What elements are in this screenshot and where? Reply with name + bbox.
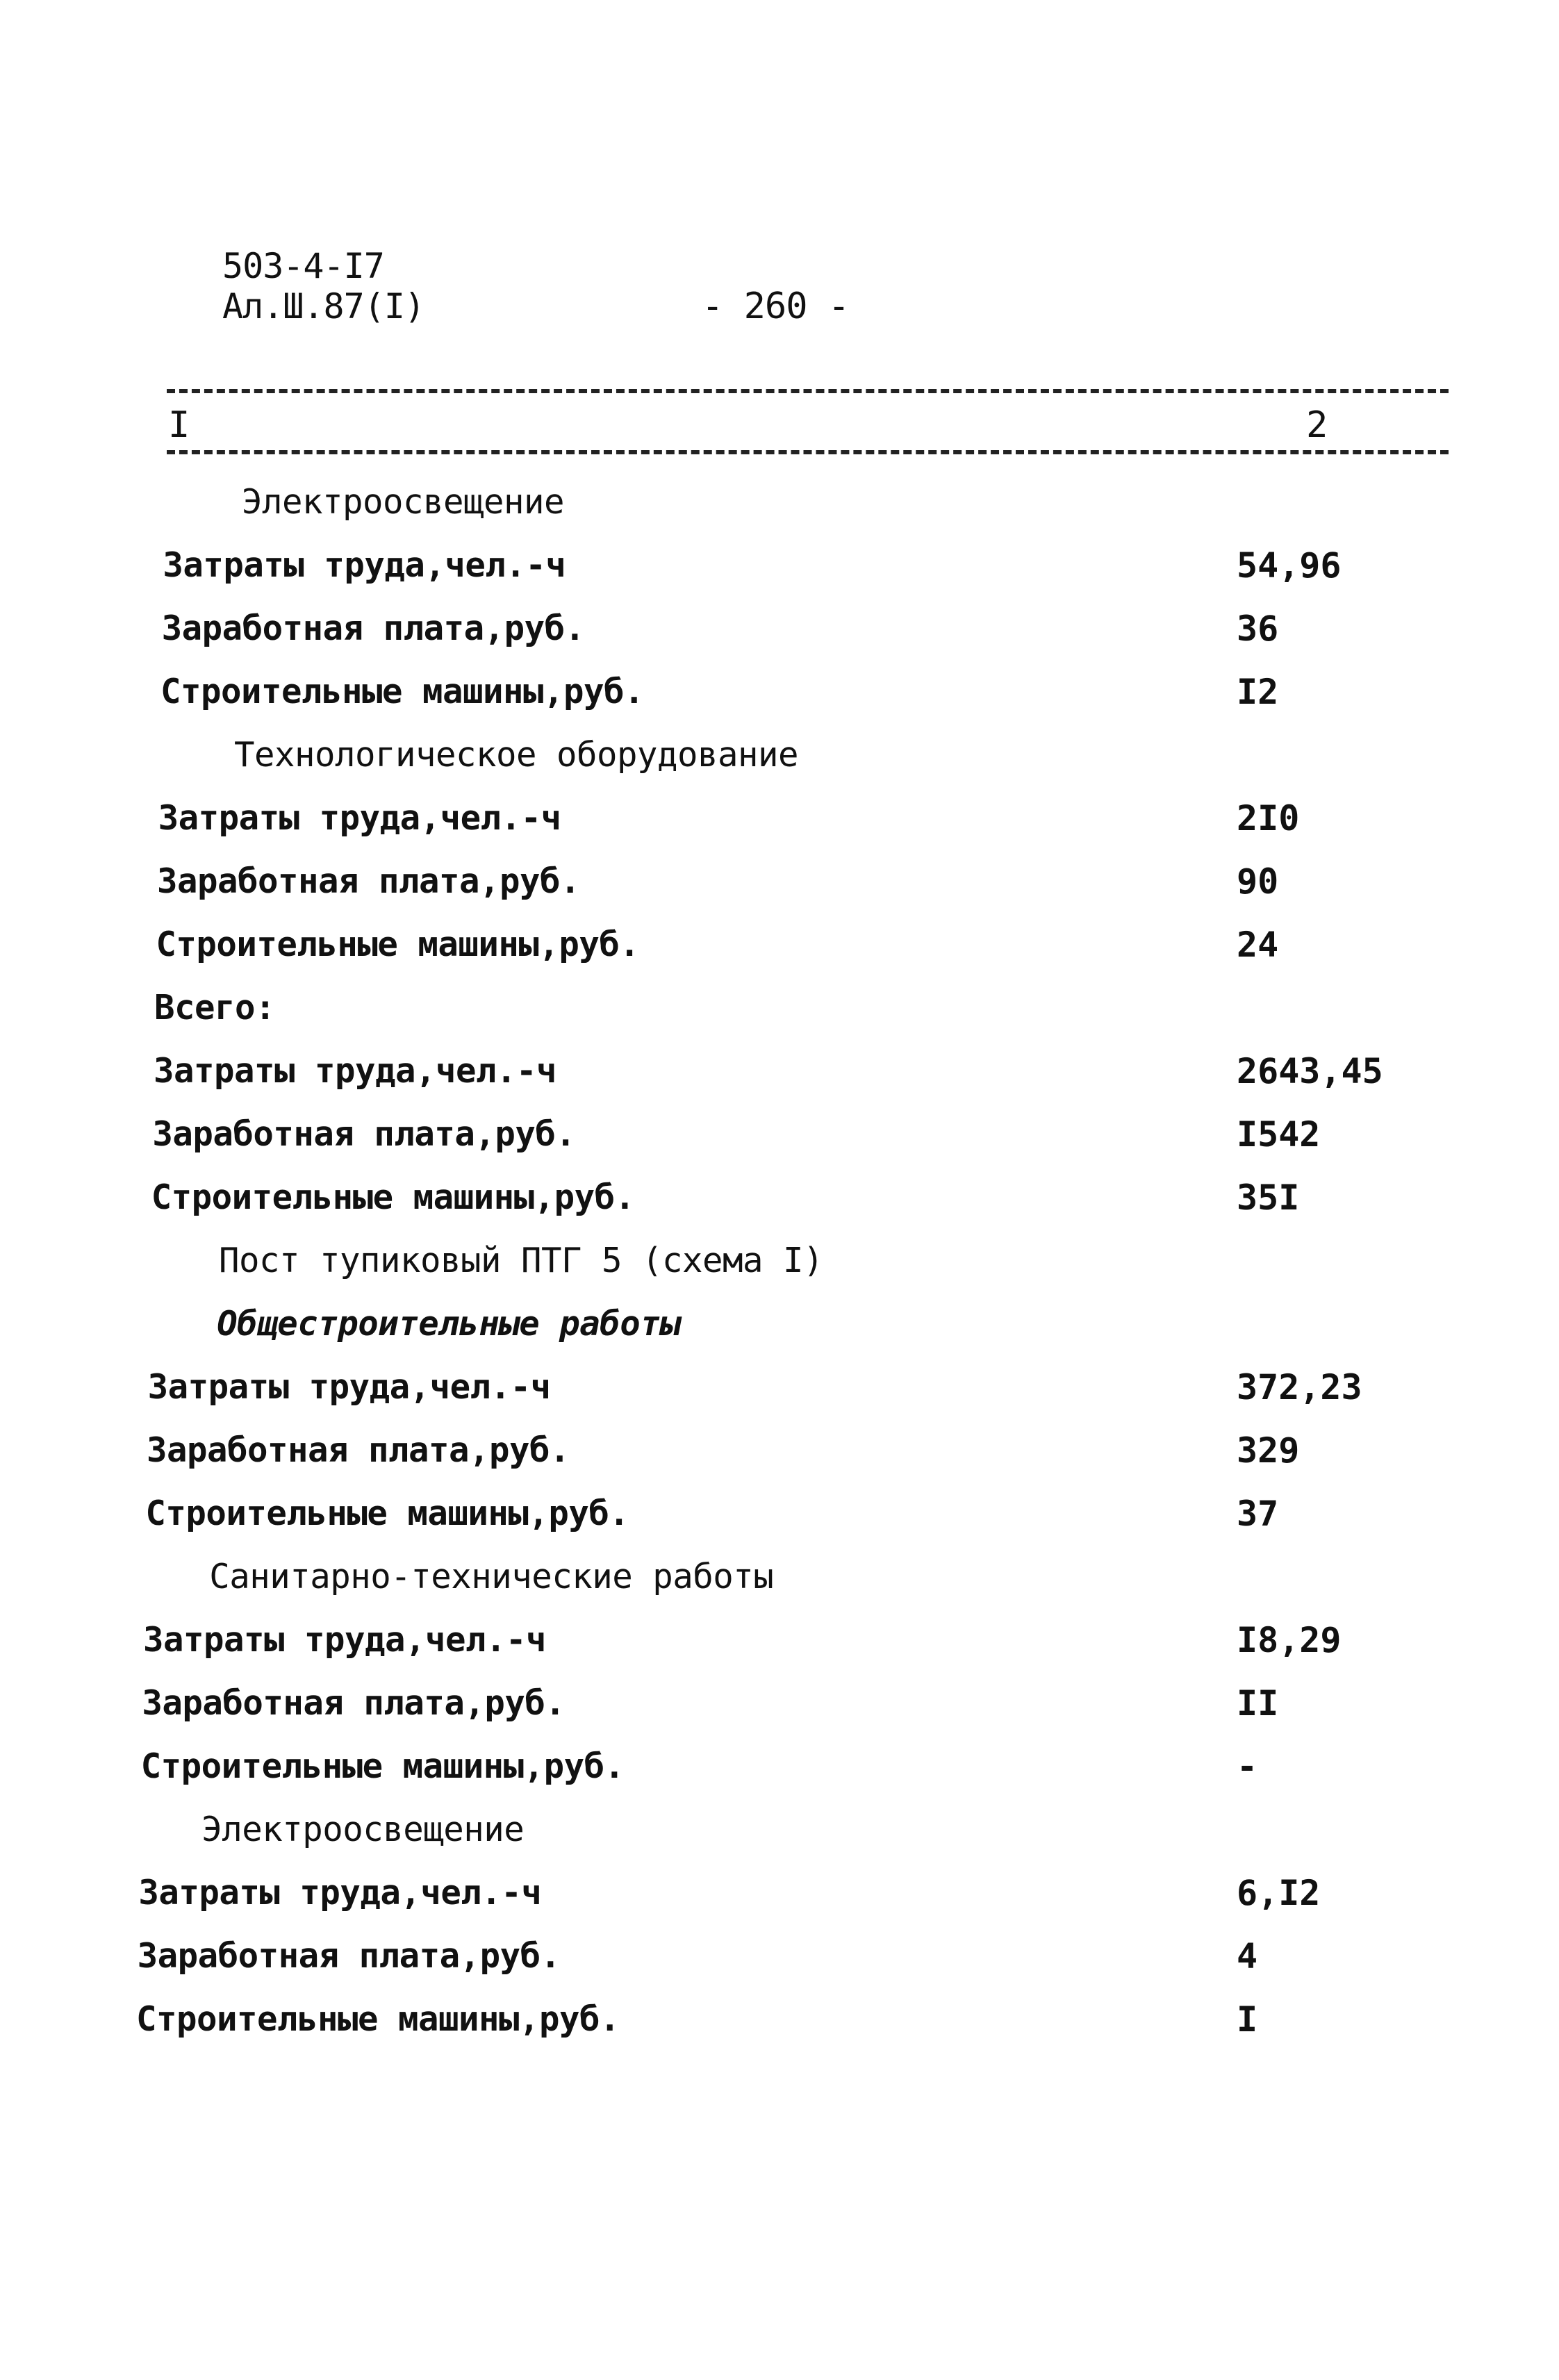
row-label: Затраты труда,чел.-ч <box>154 1051 557 1091</box>
row-label: Затраты труда,чел.-ч <box>147 1367 551 1407</box>
row-label: Электроосвещение <box>201 1810 525 1849</box>
row-value: 329 <box>1237 1430 1300 1471</box>
table-row <box>0 1110 1559 1159</box>
table-row <box>0 1173 1559 1222</box>
row-value: 36 <box>1237 609 1279 649</box>
table-row <box>0 1426 1559 1475</box>
row-value: I8,29 <box>1237 1620 1342 1660</box>
row-label: Затраты труда,чел.-ч <box>138 1873 542 1912</box>
row-value: I2 <box>1237 672 1279 712</box>
row-value: 372,23 <box>1237 1367 1362 1407</box>
table-row <box>0 1742 1559 1791</box>
row-label: Заработная плата,руб. <box>142 1683 566 1723</box>
row-label: Заработная плата,руб. <box>157 861 581 901</box>
row-value: I542 <box>1237 1114 1321 1155</box>
table-row <box>0 1489 1559 1538</box>
table-header-top-rule <box>167 389 1449 393</box>
section-heading-row <box>0 1300 1559 1348</box>
section-heading-row <box>0 731 1559 779</box>
page-number: - 260 - <box>702 286 850 327</box>
column-number-2: 2 <box>1306 404 1328 446</box>
table-row <box>0 794 1559 843</box>
row-label: Затраты труда,чел.-ч <box>163 545 566 585</box>
table-row <box>0 1679 1559 1728</box>
row-label: Заработная плата,руб. <box>147 1430 570 1470</box>
row-value: 6,I2 <box>1237 1873 1321 1913</box>
row-label: Заработная плата,руб. <box>137 1936 561 1976</box>
table-row <box>0 1363 1559 1412</box>
row-label: Пост тупиковый ПТГ 5 (схема I) <box>219 1241 824 1280</box>
row-label: Общестроительные работы <box>217 1304 681 1344</box>
sheet-reference: Ал.Ш.87(I) <box>222 286 425 327</box>
row-label: Электроосвещение <box>242 482 565 522</box>
table-row <box>0 1995 1559 2044</box>
row-label: Заработная плата,руб. <box>152 1114 576 1154</box>
table-header-bottom-rule <box>167 450 1449 454</box>
row-value: 54,96 <box>1237 545 1342 586</box>
table-row <box>0 1616 1559 1664</box>
row-label: Технологическое оборудование <box>234 735 799 775</box>
section-heading-row <box>0 478 1559 527</box>
row-value: 4 <box>1237 1936 1258 1976</box>
table-row <box>0 920 1559 969</box>
row-value: 35I <box>1237 1177 1300 1218</box>
table-row <box>0 1047 1559 1096</box>
row-value: II <box>1237 1683 1279 1724</box>
row-label: Затраты труда,чел.-ч <box>143 1620 547 1660</box>
row-value: 2I0 <box>1237 798 1300 838</box>
total-heading-row <box>0 984 1559 1032</box>
row-label: Заработная плата,руб. <box>161 609 585 648</box>
row-value: 37 <box>1237 1494 1279 1534</box>
section-heading-row <box>0 1805 1559 1854</box>
row-label: Затраты труда,чел.-ч <box>158 798 561 838</box>
row-label: Строительные машины,руб. <box>151 1177 635 1217</box>
row-label: Строительные машины,руб. <box>140 1746 625 1786</box>
row-label: Строительные машины,руб. <box>145 1494 629 1533</box>
table-row <box>0 541 1559 590</box>
row-label: Строительные машины,руб. <box>156 925 640 964</box>
table-row <box>0 1869 1559 1917</box>
section-heading-row <box>0 1553 1559 1601</box>
row-label: Всего: <box>154 988 276 1027</box>
table-row <box>0 668 1559 716</box>
section-heading-row <box>0 1237 1559 1285</box>
row-value: 2643,45 <box>1237 1051 1383 1091</box>
row-value: 24 <box>1237 925 1279 965</box>
table-row <box>0 604 1559 653</box>
document-code: 503-4-I7 <box>222 246 384 286</box>
row-label: Строительные машины,руб. <box>160 672 645 711</box>
table-row <box>0 857 1559 906</box>
table-row <box>0 1932 1559 1981</box>
row-label: Строительные машины,руб. <box>136 1999 620 2039</box>
row-value: - <box>1237 1746 1258 1787</box>
row-label: Санитарно-технические работы <box>209 1557 774 1596</box>
column-number-1: I <box>168 404 190 446</box>
row-value: 90 <box>1237 861 1279 902</box>
row-value: I <box>1237 1999 1258 2040</box>
